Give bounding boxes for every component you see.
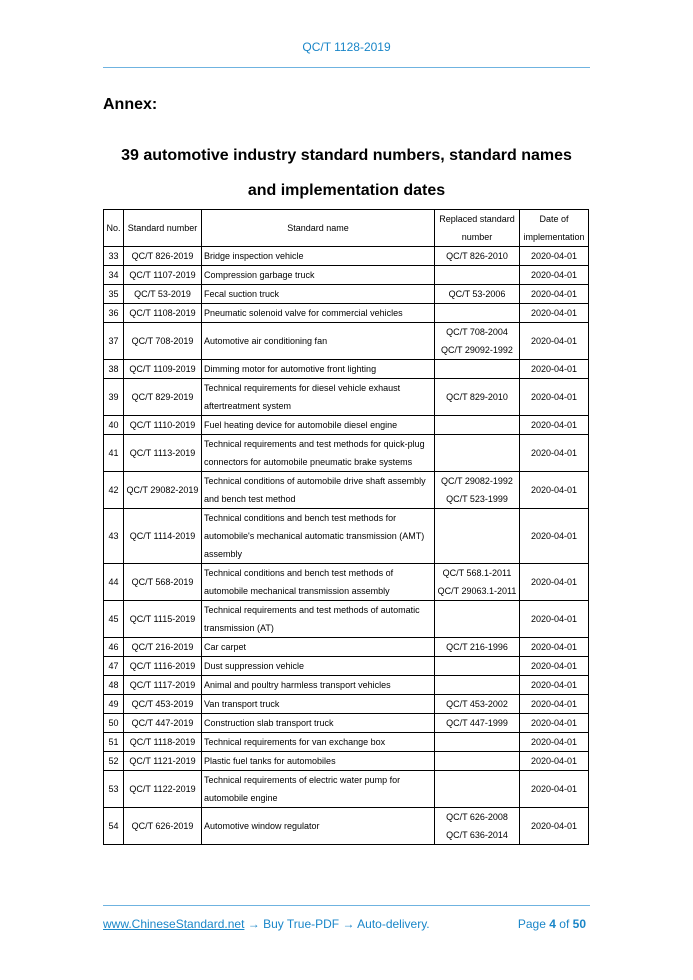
header-implementation-date: Date of implementation [520,210,589,247]
cell-implementation-date: 2020-04-01 [520,323,589,360]
cell-implementation-date: 2020-04-01 [520,472,589,509]
replaced-number-line: QC/T 29063.1-2011 [437,586,517,596]
auto-delivery-text: Auto-delivery. [357,917,430,931]
cell-implementation-date: 2020-04-01 [520,435,589,472]
cell-replaced-number [435,733,520,752]
cell-replaced-number [435,266,520,285]
cell-standard-number: QC/T 1107-2019 [124,266,202,285]
replaced-number-line: QC/T 453-2002 [446,699,508,709]
replaced-number-line: QC/T 626-2008 [446,812,508,822]
cell-no: 49 [104,695,124,714]
arrow-icon: → [247,917,260,931]
cell-implementation-date: 2020-04-01 [520,379,589,416]
cell-standard-number: QC/T 1108-2019 [124,304,202,323]
cell-no: 52 [104,752,124,771]
cell-replaced-number [435,714,520,733]
cell-replaced-number [435,564,520,601]
replaced-number-line: QC/T 216-1996 [446,642,508,652]
table-row [104,714,589,733]
cell-no: 42 [104,472,124,509]
cell-no: 46 [104,638,124,657]
table-row [104,360,589,379]
table-row [104,509,589,564]
header-doc-code: QC/T 1128-2019 [302,40,391,54]
cell-standard-number: QC/T 447-2019 [124,714,202,733]
cell-standard-number: QC/T 1122-2019 [124,771,202,808]
page-total: 50 [572,917,586,931]
page-label: Page [517,917,546,931]
cell-standard-number: QC/T 453-2019 [124,695,202,714]
cell-standard-number: QC/T 626-2019 [124,808,202,845]
cell-replaced-number [435,676,520,695]
cell-implementation-date: 2020-04-01 [520,657,589,676]
cell-replaced-number [435,247,520,266]
cell-implementation-date: 2020-04-01 [520,771,589,808]
cell-standard-name: Compression garbage truck [202,266,435,285]
cell-replaced-number [435,601,520,638]
cell-replaced-number [435,509,520,564]
table-row [104,808,589,845]
cell-standard-number: QC/T 829-2019 [124,379,202,416]
cell-standard-name: Fecal suction truck [202,285,435,304]
cell-standard-number: QC/T 708-2019 [124,323,202,360]
cell-standard-name: Technical requirements and test methods of automatic transmission (AT) [202,601,435,638]
arrow-icon: → [342,917,355,931]
table-row [104,564,589,601]
cell-no: 41 [104,435,124,472]
site-link[interactable]: www.ChineseStandard.net [103,917,245,931]
table-row [104,752,589,771]
cell-no: 39 [104,379,124,416]
cell-standard-name: Technical requirements and test methods for quick-plug connectors for automobile pneumatic brake systems [202,435,435,472]
table-row [104,771,589,808]
cell-standard-name: Technical conditions of automobile drive shaft assembly and bench test method [202,472,435,509]
cell-standard-name: Car carpet [202,638,435,657]
cell-standard-name: Fuel heating device for automobile diesel engine [202,416,435,435]
table-row [104,638,589,657]
cell-standard-number: QC/T 1110-2019 [124,416,202,435]
cell-standard-name: Technical conditions and bench test methods of automobile mechanical transmission assembly [202,564,435,601]
cell-no: 50 [104,714,124,733]
cell-standard-number: QC/T 216-2019 [124,638,202,657]
cell-standard-name: Automotive air conditioning fan [202,323,435,360]
cell-standard-number: QC/T 826-2019 [124,247,202,266]
cell-replaced-number [435,657,520,676]
cell-standard-name: Automotive window regulator [202,808,435,845]
cell-standard-number: QC/T 53-2019 [124,285,202,304]
cell-implementation-date: 2020-04-01 [520,266,589,285]
cell-standard-number: QC/T 1118-2019 [124,733,202,752]
cell-no: 38 [104,360,124,379]
cell-implementation-date: 2020-04-01 [520,695,589,714]
cell-implementation-date: 2020-04-01 [520,733,589,752]
cell-no: 53 [104,771,124,808]
cell-implementation-date: 2020-04-01 [520,416,589,435]
cell-implementation-date: 2020-04-01 [520,752,589,771]
cell-standard-number: QC/T 29082-2019 [124,472,202,509]
table-row [104,601,589,638]
cell-no: 34 [104,266,124,285]
cell-standard-name: Animal and poultry harmless transport vehicles [202,676,435,695]
replaced-number-line: QC/T 447-1999 [446,718,508,728]
footer-promo [103,917,430,931]
annex-label: Annex: [103,96,158,113]
table-row [104,676,589,695]
cell-standard-name: Pneumatic solenoid valve for commercial vehicles [202,304,435,323]
replaced-number-line: QC/T 53-2006 [448,289,506,299]
cell-replaced-number [435,695,520,714]
cell-standard-number: QC/T 1113-2019 [124,435,202,472]
cell-standard-number: QC/T 568-2019 [124,564,202,601]
table-row [104,657,589,676]
cell-no: 43 [104,509,124,564]
header-standard-number: Standard number [124,210,202,247]
cell-standard-name: Technical requirements for diesel vehicle exhaust aftertreatment system [202,379,435,416]
cell-implementation-date: 2020-04-01 [520,304,589,323]
cell-standard-name: Dust suppression vehicle [202,657,435,676]
page-indicator [500,917,586,931]
buy-pdf-text: Buy True-PDF [263,917,340,931]
cell-standard-name: Van transport truck [202,695,435,714]
cell-implementation-date: 2020-04-01 [520,601,589,638]
table-row [104,285,589,304]
cell-replaced-number [435,752,520,771]
header-no: No. [104,210,124,247]
cell-implementation-date: 2020-04-01 [520,247,589,266]
cell-standard-number: QC/T 1109-2019 [124,360,202,379]
table-header-row [104,210,589,247]
cell-no: 36 [104,304,124,323]
cell-implementation-date: 2020-04-01 [520,285,589,304]
cell-no: 47 [104,657,124,676]
cell-no: 40 [104,416,124,435]
title-line-2: and implementation dates [247,182,446,199]
table-row [104,435,589,472]
replaced-number-line: QC/T 29082-1992 [441,476,513,486]
cell-standard-name: Technical conditions and bench test methods for automobile's mechanical automatic transmission (AMT) assembly [202,509,435,564]
table-row [104,416,589,435]
cell-implementation-date: 2020-04-01 [520,509,589,564]
cell-no: 35 [104,285,124,304]
cell-replaced-number [435,771,520,808]
replaced-number-line: QC/T 829-2010 [446,392,508,402]
cell-implementation-date: 2020-04-01 [520,638,589,657]
cell-standard-name: Dimming motor for automotive front lighting [202,360,435,379]
cell-replaced-number [435,304,520,323]
header-replaced-number: Replaced standard number [435,210,520,247]
cell-implementation-date: 2020-04-01 [520,808,589,845]
cell-standard-name: Technical requirements for van exchange box [202,733,435,752]
cell-standard-number: QC/T 1117-2019 [124,676,202,695]
table-row [104,266,589,285]
cell-replaced-number [435,808,520,845]
cell-implementation-date: 2020-04-01 [520,714,589,733]
cell-standard-name: Technical requirements of electric water pump for automobile engine [202,771,435,808]
cell-standard-name: Plastic fuel tanks for automobiles [202,752,435,771]
footer-divider [103,905,590,906]
replaced-number-line: QC/T 708-2004 [446,327,508,337]
table-row [104,472,589,509]
cell-no: 37 [104,323,124,360]
cell-no: 45 [104,601,124,638]
cell-replaced-number [435,638,520,657]
table-body [104,247,589,845]
table-row [104,733,589,752]
replaced-number-line: QC/T 523-1999 [446,494,508,504]
cell-replaced-number [435,285,520,304]
table-row [104,304,589,323]
standards-table [103,209,589,845]
cell-no: 51 [104,733,124,752]
cell-implementation-date: 2020-04-01 [520,564,589,601]
table-row [104,247,589,266]
cell-standard-number: QC/T 1121-2019 [124,752,202,771]
cell-no: 33 [104,247,124,266]
cell-no: 44 [104,564,124,601]
cell-no: 48 [104,676,124,695]
cell-standard-number: QC/T 1115-2019 [124,601,202,638]
cell-no: 54 [104,808,124,845]
cell-standard-number: QC/T 1114-2019 [124,509,202,564]
table-row [104,695,589,714]
cell-replaced-number [435,360,520,379]
cell-standard-name: Bridge inspection vehicle [202,247,435,266]
cell-implementation-date: 2020-04-01 [520,676,589,695]
header-standard-name: Standard name [202,210,435,247]
cell-standard-name: Construction slab transport truck [202,714,435,733]
cell-standard-number: QC/T 1116-2019 [124,657,202,676]
table-row [104,323,589,360]
header-divider [103,67,590,68]
cell-replaced-number [435,472,520,509]
page-number: 4 [549,917,556,931]
of-label: of [559,917,570,931]
cell-replaced-number [435,323,520,360]
cell-implementation-date: 2020-04-01 [520,360,589,379]
title-line-1: 39 automotive industry standard numbers, standard names [121,147,572,164]
table-row [104,379,589,416]
replaced-number-line: QC/T 826-2010 [446,251,508,261]
replaced-number-line: QC/T 568.1-2011 [442,568,512,578]
replaced-number-line: QC/T 636-2014 [446,830,508,840]
cell-replaced-number [435,416,520,435]
cell-replaced-number [435,379,520,416]
cell-replaced-number [435,435,520,472]
replaced-number-line: QC/T 29092-1992 [441,345,513,355]
